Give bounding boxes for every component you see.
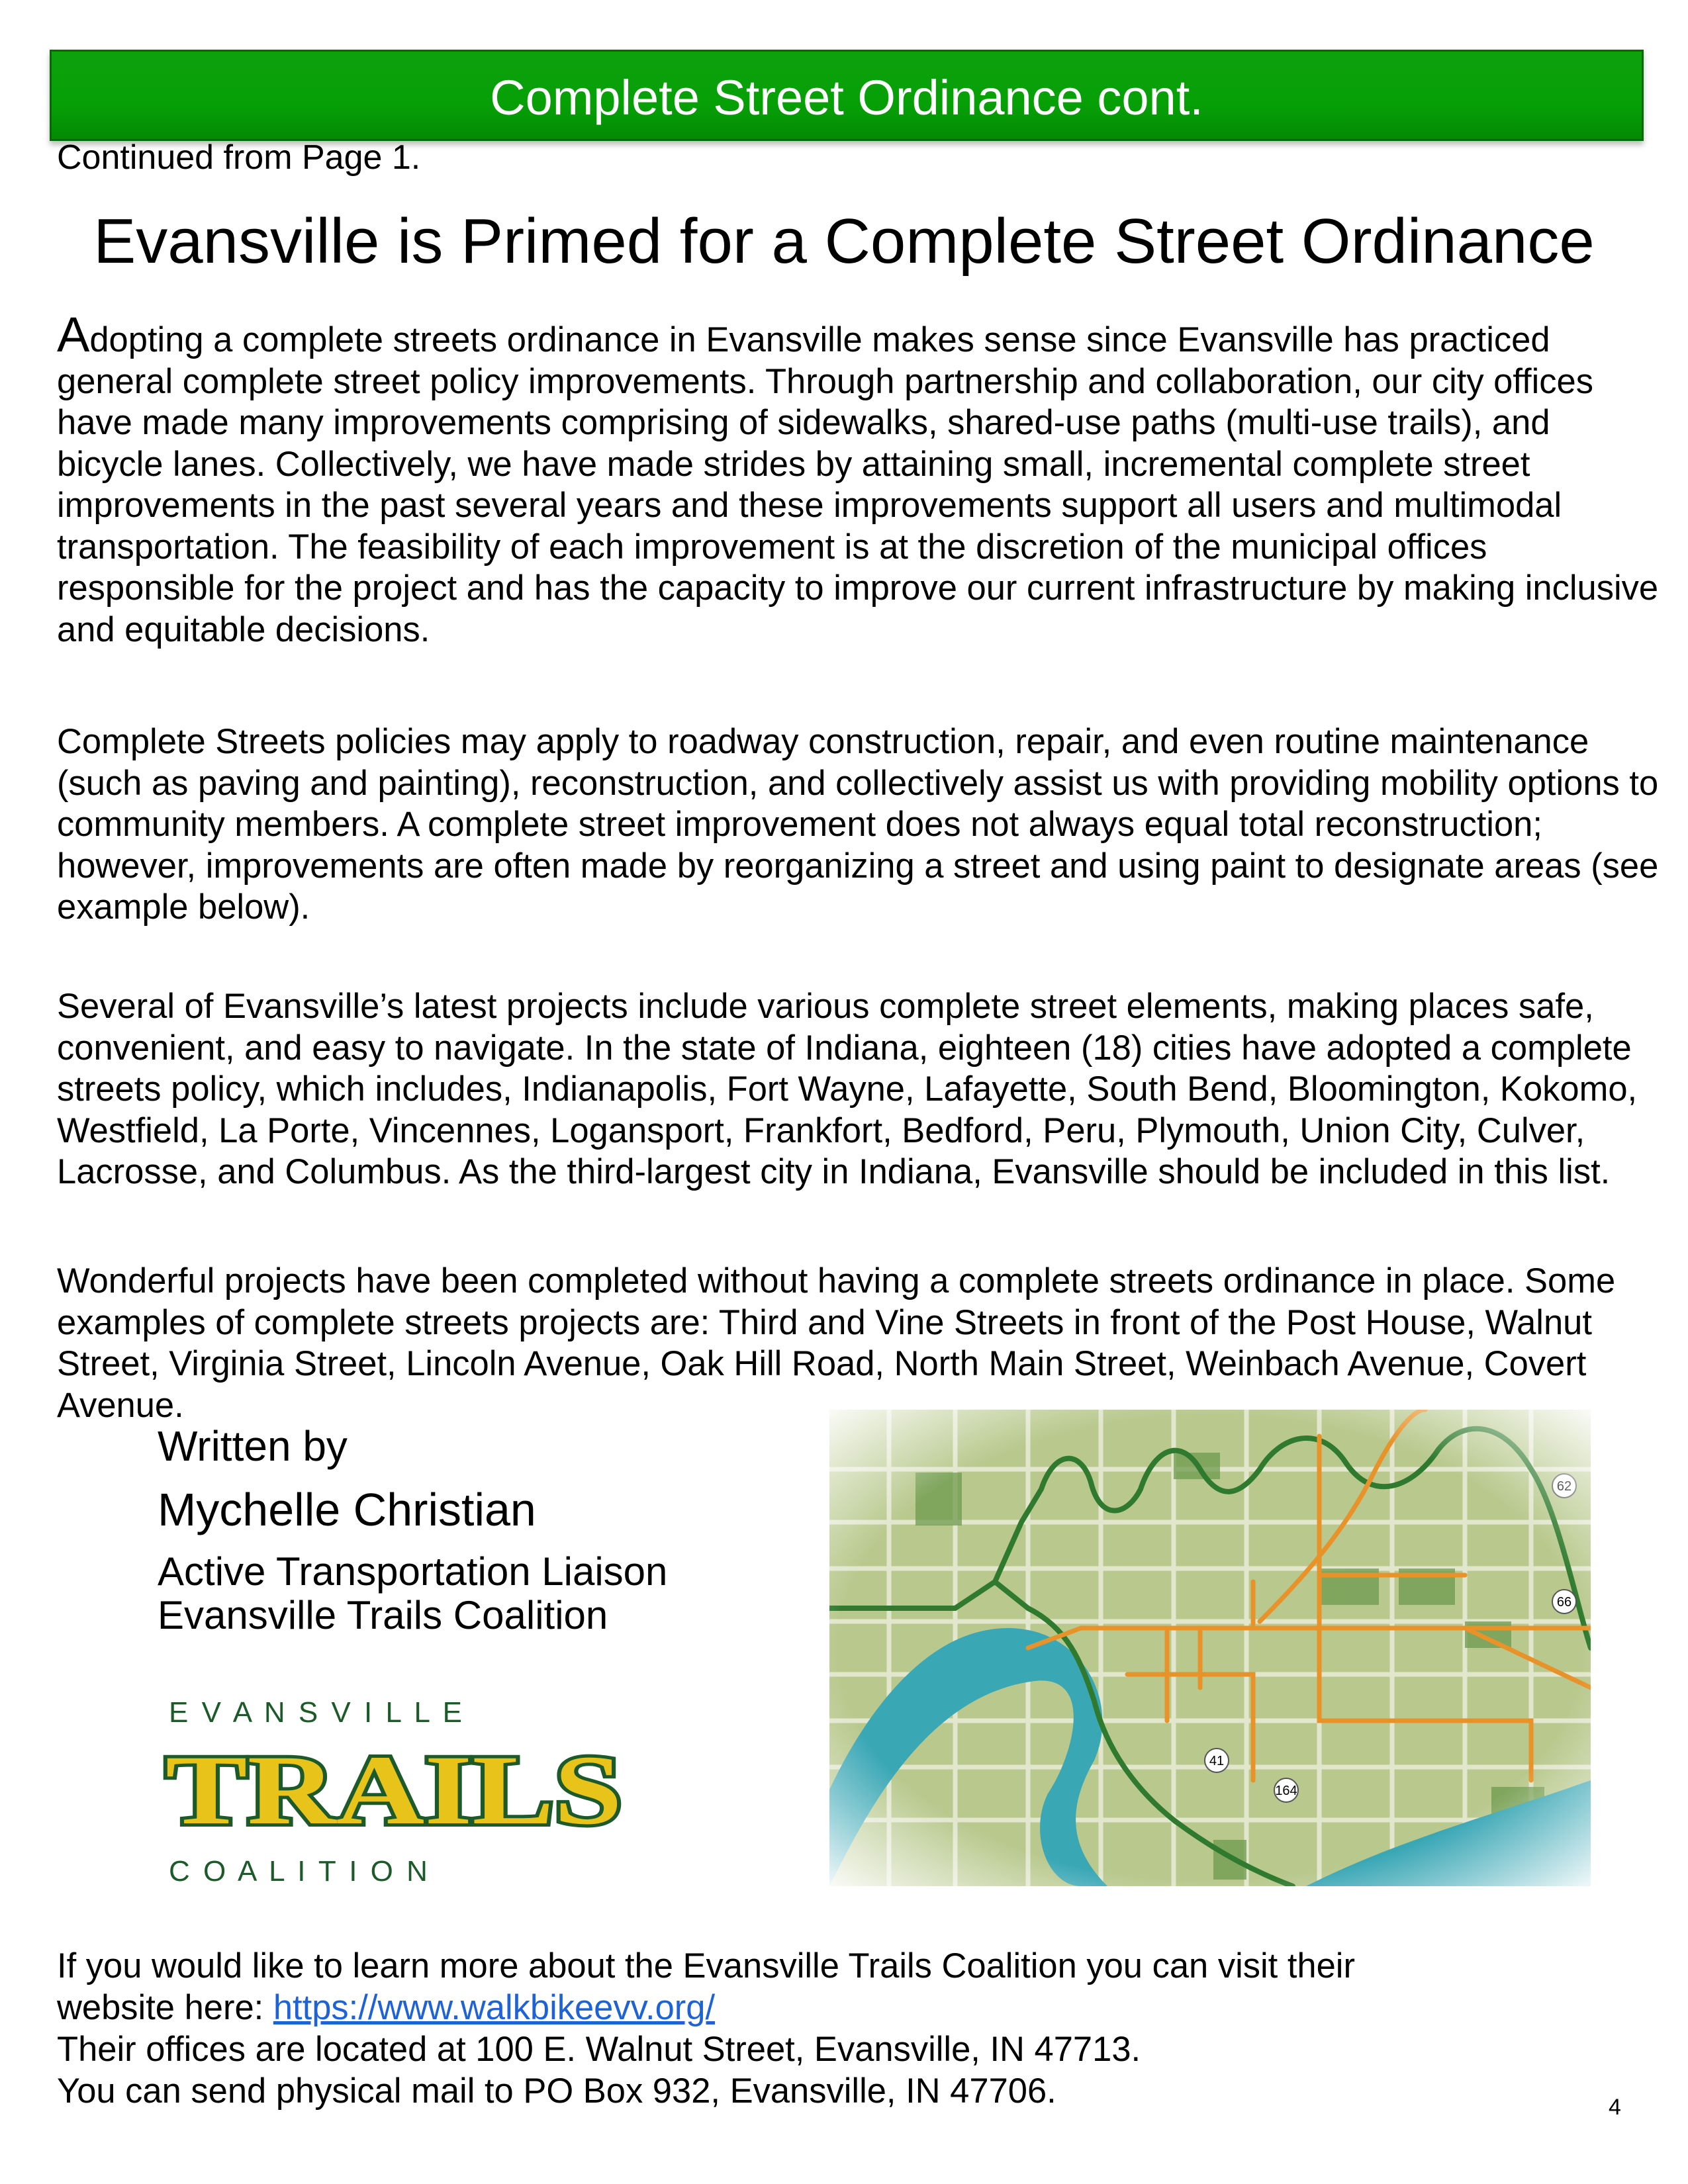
byline-organization: Evansville Trails Coalition <box>158 1593 608 1637</box>
footer-line-1: If you would like to learn more about the Evansville Trails Coalition you can visit their <box>57 1946 1355 1985</box>
paragraph-3: Several of Evansville’s latest projects include various complete street elements, making places safe, convenient, and easy to navigate. In the state of Indiana, eighteen (18) cities have adopted a complete streets policy, which includes, Indianapolis, Fort Wayne, Lafayette, South Bend, Bloomington, Kokomo, Westfield, La Porte, Vincennes, Logansport, Frankfort, Bedford, Peru, Plymouth, Union City, Culver, Lacrosse, and Columbus. As the third-largest city in Indiana, Evansville should be included in this list. <box>57 987 1638 1191</box>
paragraph-1 <box>57 307 1659 651</box>
byline-author: Mychelle Christian <box>158 1484 536 1535</box>
trail-map-image <box>829 1410 1591 1886</box>
footer-line-4: You can send physical mail to PO Box 932, Evansville, IN 47706. <box>57 2071 1056 2111</box>
footer-website-prefix: website here: <box>57 1988 273 2027</box>
page-number: 4 <box>1609 2095 1621 2120</box>
byline-role: Active Transportation Liaison <box>158 1549 668 1594</box>
article-headline: Evansville is Primed for a Complete Street Ordinance <box>93 206 1595 277</box>
website-link[interactable]: https://www.walkbikeevv.org/ <box>273 1988 716 2027</box>
footer-line-3: Their offices are located at 100 E. Walnut Street, Evansville, IN 47713. <box>57 2030 1141 2069</box>
evansville-trails-coalition-logo <box>162 1694 626 1893</box>
paragraph-2: Complete Streets policies may apply to roadway construction, repair, and even routine maintenance (such as paving and painting), reconstruction, and collectively assist us with providing mobility options to community members. A complete street improvement does not always equal total reconstruction; however, improvements are often made by reorganizing a street and using paint to designate areas (see example below). <box>57 722 1659 927</box>
logo-middle-text: TRAILS <box>165 1735 622 1845</box>
byline-written-by: Written by <box>158 1422 348 1470</box>
logo-top-text: E V A N S V I L L E <box>169 1696 465 1729</box>
banner-title: Complete Street Ordinance cont. <box>490 70 1203 125</box>
paragraph-4: Wonderful projects have been completed without having a complete streets ordinance in place. Some examples of complete streets projects are: Third and Vine Streets in front of the Post House, Walnut Street, Virginia Street, Lincoln Avenue, Oak Hill Road, North Main Street, Weinbach Avenue, Covert Avenue. <box>57 1261 1616 1425</box>
continued-note: Continued from Page 1. <box>57 138 421 177</box>
paragraph-1-text: dopting a complete streets ordinance in Evansville makes sense since Evansville has practiced general complete street policy improvements. Through partnership and collaboration, our city offices have made many improvements comprising of sidewalks, shared-use paths (multi-use trails), and bicycle lanes. Collectively, we have made strides by attaining small, incremental complete street improvements in the past several years and these improvements support all users and multimodal transportation. The feasibility of each improvement is at the discretion of the municipal offices responsible for the project and has the capacity to improve our current infrastructure by making inclusive and equitable decisions. <box>57 320 1659 649</box>
section-banner <box>50 50 1644 141</box>
footer-line-2 <box>57 1987 715 2028</box>
logo-bottom-text: C O A L I T I O N <box>169 1855 430 1888</box>
drop-cap: A <box>57 307 90 362</box>
